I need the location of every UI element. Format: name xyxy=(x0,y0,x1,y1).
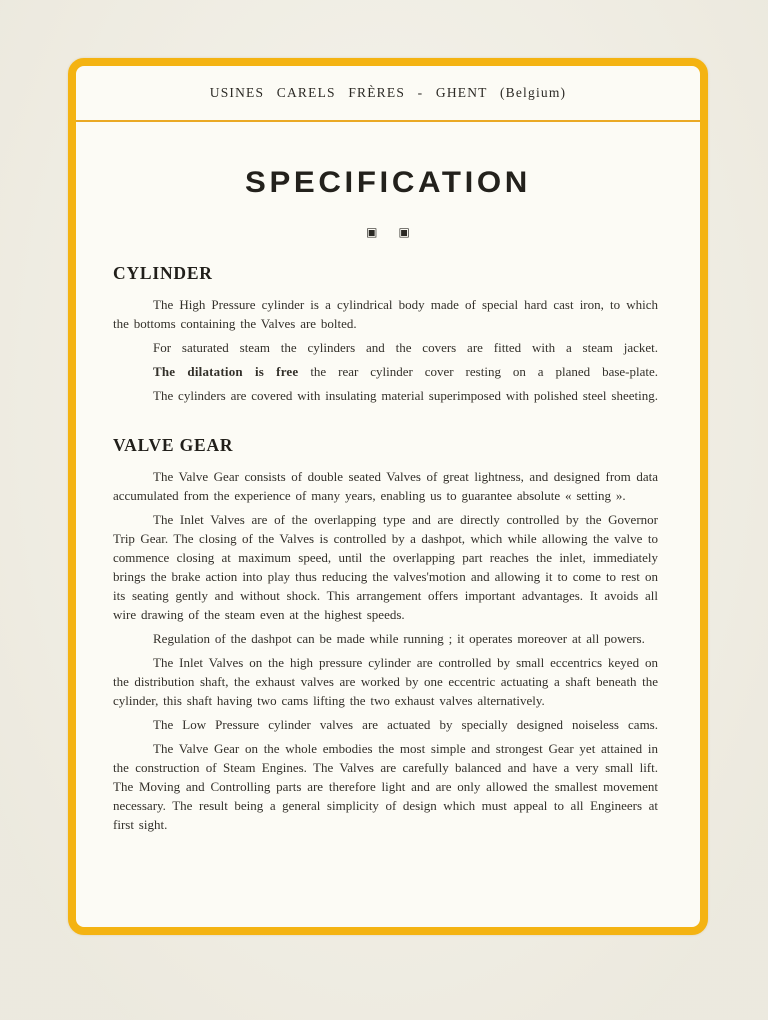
paragraph: The Valve Gear on the whole embodies the most simple and strongest Gear yet attained in the construction of Steam Engines. The Valves are carefully balanced and have a very small lift. The Moving and Controlling parts are therefore light and are only allowed the smallest movement necessary. The result being a general simplicity of design which must appeal to all Engineers at first sight. xyxy=(113,741,658,832)
bold-lead-text: The dilatation is free xyxy=(153,364,299,379)
section-heading: VALVE GEAR xyxy=(113,435,234,455)
document-frame xyxy=(68,58,708,935)
paragraph: The High Pressure cylinder is a cylindrical body made of special hard cast iron, to which the bottoms containing the Valves are bolted. xyxy=(113,297,658,331)
square-ornament-icon: ▣ xyxy=(366,225,378,239)
square-ornament-icon: ▣ xyxy=(398,225,410,239)
header-band xyxy=(76,66,700,122)
company-name: USINES CARELS FRÈRES - GHENT (Belgium) xyxy=(209,85,567,100)
paragraph xyxy=(113,362,658,381)
paragraph: The Inlet Valves on the high pressure cylinder are controlled by small eccentrics keyed on the distribution shaft, the exhaust valves are worked by one eccentric actuating a shaft beneath the cylinder, this shaft having two cams lifting the two exhaust valves alternatively. xyxy=(113,655,658,708)
section-cylinder xyxy=(113,263,658,405)
ornament-row xyxy=(76,226,700,238)
paragraph: For saturated steam the cylinders and the covers are fitted with a steam jacket. xyxy=(153,340,658,355)
page-title: SPECIFICATION xyxy=(245,166,531,199)
paragraph: The cylinders are covered with insulating material superimposed with polished steel sheeting. xyxy=(153,388,658,403)
section-heading: CYLINDER xyxy=(113,263,213,283)
paragraph: Regulation of the dashpot can be made while running ; it operates moreover at all powers. xyxy=(153,631,645,646)
section-valve-gear xyxy=(113,435,658,834)
paragraph-text: the rear cylinder cover resting on a planed base-plate. xyxy=(298,364,659,379)
paragraph: The Low Pressure cylinder valves are actuated by specially designed noiseless cams. xyxy=(153,717,658,732)
paragraph: The Valve Gear consists of double seated Valves of great lightness, and designed from data accumulated from the experience of many years, enabling us to guarantee absolute « setting ». xyxy=(113,469,658,503)
paragraph: The Inlet Valves are of the overlapping type and are directly controlled by the Governor Trip Gear. The closing of the Valves is controlled by a dashpot, which while allowing the valve to commence closing at maximum speed, until the overlapping part reaches the inlet, immediately brings the brake action into play thus reducing the valves'motion and allowing it to come to rest on its seating gently and without shock. This arrangement offers important advantages. It avoids all wire drawing of the steam even at the highest speeds. xyxy=(113,512,658,622)
document-body xyxy=(76,263,700,834)
